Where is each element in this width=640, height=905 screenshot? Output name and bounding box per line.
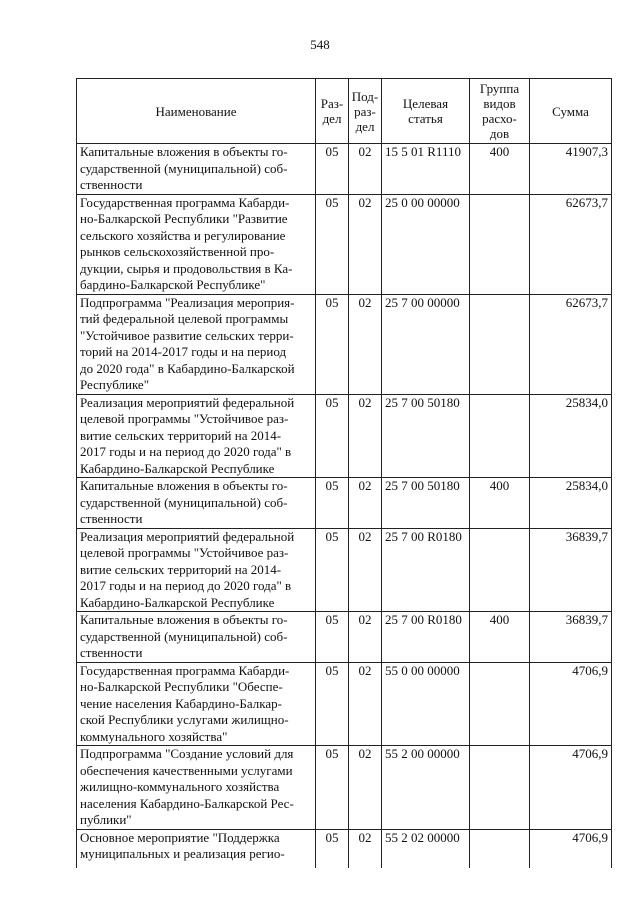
cell-section: 05 xyxy=(316,612,349,663)
header-section xyxy=(316,79,349,144)
cell-target-article: 15 5 01 R1110 xyxy=(382,144,470,195)
header-expense-group-label: Группа видов расхо- дов xyxy=(479,81,520,141)
header-name xyxy=(77,79,316,144)
cell-expense-group: 400 xyxy=(470,612,530,663)
cell-subsection: 02 xyxy=(349,612,382,663)
header-subsection xyxy=(349,79,382,144)
cell-name: Государственная программа Кабарди- но-Балкарской Республики "Обеспе- чение населения Кабардино-Балкар- ской Республики услугами жилищно- коммунального хозяйства" xyxy=(77,662,316,746)
header-target-article-label: Целевая статья xyxy=(402,96,449,126)
cell-amount: 25834,0 xyxy=(530,394,612,478)
cell-subsection: 02 xyxy=(349,294,382,394)
cell-amount: 62673,7 xyxy=(530,294,612,394)
table-row xyxy=(77,662,612,746)
budget-table xyxy=(76,78,612,868)
cell-amount: 4706,9 xyxy=(530,662,612,746)
table-row xyxy=(77,612,612,663)
cell-target-article: 55 2 02 00000 xyxy=(382,829,470,868)
header-row xyxy=(77,79,612,144)
cell-expense-group xyxy=(470,294,530,394)
cell-expense-group xyxy=(470,194,530,294)
table-row xyxy=(77,746,612,830)
cell-expense-group: 400 xyxy=(470,478,530,529)
cell-amount: 4706,9 xyxy=(530,829,612,868)
cell-section: 05 xyxy=(316,746,349,830)
cell-target-article: 55 2 00 00000 xyxy=(382,746,470,830)
table-row xyxy=(77,194,612,294)
header-target-article xyxy=(382,79,470,144)
cell-expense-group xyxy=(470,662,530,746)
cell-target-article: 25 7 00 50180 xyxy=(382,478,470,529)
cell-target-article: 25 7 00 00000 xyxy=(382,294,470,394)
cell-target-article: 25 7 00 50180 xyxy=(382,394,470,478)
cell-subsection: 02 xyxy=(349,746,382,830)
cell-section: 05 xyxy=(316,194,349,294)
cell-name: Подпрограмма "Реализация мероприя- тий федеральной целевой программы "Устойчивое развитие сельских терри- торий на 2014-2017 годы и на период до 2020 года" в Кабардино-Балкарской Республике" xyxy=(77,294,316,394)
table-row xyxy=(77,144,612,195)
cell-target-article: 25 7 00 R0180 xyxy=(382,612,470,663)
cell-section: 05 xyxy=(316,144,349,195)
header-amount-label: Сумма xyxy=(552,103,589,119)
table-row xyxy=(77,829,612,868)
header-expense-group xyxy=(470,79,530,144)
cell-expense-group xyxy=(470,528,530,612)
cell-subsection: 02 xyxy=(349,394,382,478)
cell-amount: 36839,7 xyxy=(530,528,612,612)
cell-name: Реализация мероприятий федеральной целевой программы "Устойчивое раз- витие сельских территорий на 2014- 2017 годы и на период до 2020 года" в Кабардино-Балкарской Республике xyxy=(77,528,316,612)
table-row xyxy=(77,528,612,612)
cell-amount: 36839,7 xyxy=(530,612,612,663)
cell-section: 05 xyxy=(316,478,349,529)
cell-amount: 4706,9 xyxy=(530,746,612,830)
table-header xyxy=(77,79,612,144)
cell-subsection: 02 xyxy=(349,478,382,529)
cell-amount: 62673,7 xyxy=(530,194,612,294)
cell-name: Подпрограмма "Создание условий для обеспечения качественными услугами жилищно-коммунального хозяйства населения Кабардино-Балкарской Рес- публики" xyxy=(77,746,316,830)
cell-section: 05 xyxy=(316,294,349,394)
cell-subsection: 02 xyxy=(349,528,382,612)
cell-name: Капитальные вложения в объекты го- сударственной (муниципальной) соб- ственности xyxy=(77,478,316,529)
table-row xyxy=(77,478,612,529)
cell-section: 05 xyxy=(316,662,349,746)
cell-expense-group xyxy=(470,394,530,478)
table-body xyxy=(77,144,612,868)
page-number: 548 xyxy=(310,37,330,52)
table-row xyxy=(77,394,612,478)
header-name-label: Наименование xyxy=(155,103,237,119)
cell-section: 05 xyxy=(316,394,349,478)
cell-name: Реализация мероприятий федеральной целевой программы "Устойчивое раз- витие сельских территорий на 2014- 2017 годы и на период до 2020 года" в Кабардино-Балкарской Республике xyxy=(77,394,316,478)
cell-amount: 25834,0 xyxy=(530,478,612,529)
cell-subsection: 02 xyxy=(349,194,382,294)
cell-subsection: 02 xyxy=(349,662,382,746)
cell-expense-group xyxy=(470,746,530,830)
cell-expense-group xyxy=(470,829,530,868)
cell-target-article: 55 0 00 00000 xyxy=(382,662,470,746)
cell-name: Капитальные вложения в объекты го- сударственной (муниципальной) соб- ственности xyxy=(77,612,316,663)
cell-name: Капитальные вложения в объекты го- сударственной (муниципальной) соб- ственности xyxy=(77,144,316,195)
cell-subsection: 02 xyxy=(349,144,382,195)
header-section-label: Раз- дел xyxy=(320,96,344,126)
header-amount xyxy=(530,79,612,144)
header-subsection-label: Под- раз- дел xyxy=(351,88,379,134)
cell-section: 05 xyxy=(316,528,349,612)
cell-target-article: 25 0 00 00000 xyxy=(382,194,470,294)
table-row xyxy=(77,294,612,394)
cell-expense-group: 400 xyxy=(470,144,530,195)
cell-section: 05 xyxy=(316,829,349,868)
cell-name: Основное мероприятие "Поддержка муниципальных и реализация регио- xyxy=(77,829,316,868)
cell-subsection: 02 xyxy=(349,829,382,868)
cell-amount: 41907,3 xyxy=(530,144,612,195)
cell-target-article: 25 7 00 R0180 xyxy=(382,528,470,612)
cell-name: Государственная программа Кабарди- но-Балкарской Республики "Развитие сельского хозяйства и регулирование рынков сельскохозяйственной про- дукции, сырья и продовольствия в Ка- бардино-Балкарской Республике" xyxy=(77,194,316,294)
